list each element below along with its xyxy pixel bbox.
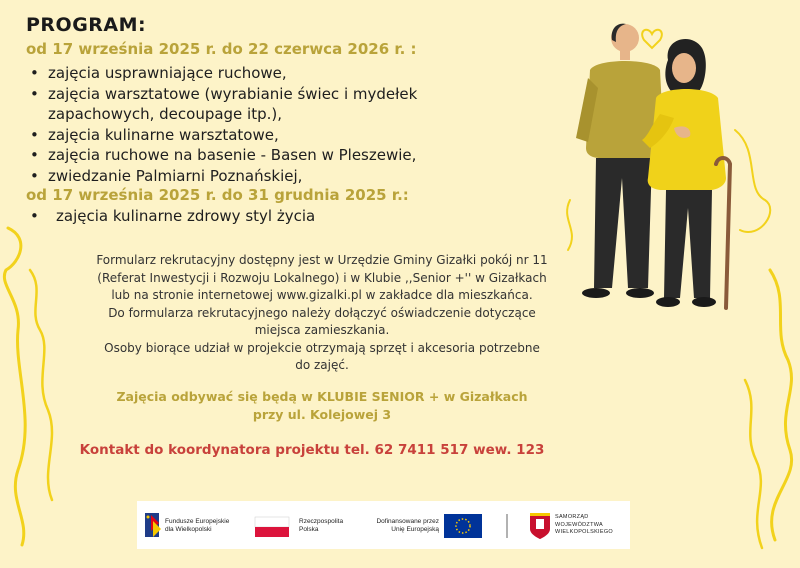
ue-line: Dofinansowane przez bbox=[376, 518, 439, 525]
period-1-heading: od 17 września 2025 r. do 22 czerwca 2026 r. : bbox=[26, 40, 417, 58]
period-2-heading: od 17 września 2025 r. do 31 grudnia 2025 r.: bbox=[26, 186, 409, 204]
fe-line: Fundusze Europejskie bbox=[165, 518, 230, 525]
wielkopolska-crest-icon bbox=[530, 513, 550, 539]
info-line: Do formularza rekrutacyjnego należy dołączyć oświadczenie dotyczące bbox=[108, 305, 536, 320]
info-line: do zajęć. bbox=[295, 358, 349, 372]
polish-flag-icon bbox=[255, 517, 289, 537]
contact-info: Kontakt do koordynatora projektu tel. 62 7411 517 wew. 123 bbox=[79, 442, 545, 458]
fe-logo-icon bbox=[145, 513, 161, 537]
recruitment-info bbox=[50, 252, 594, 375]
funding-logos-bar bbox=[137, 501, 630, 549]
info-line: (Referat Inwestycji i Rozwoju Lokalnego) i w Klubie ,,Senior +'' w Gizałkach bbox=[97, 270, 547, 285]
woman-shoe-right bbox=[692, 297, 716, 307]
right-squiggle bbox=[770, 270, 792, 540]
eu-flag-icon bbox=[444, 514, 482, 538]
info-line: lub na stronie internetowej www.gizalki.pl w zakładce dla mieszkańca. bbox=[111, 288, 533, 302]
samorzad-logo-text bbox=[555, 514, 613, 537]
info-line: Osoby biorące udział w projekcie otrzymają sprzęt i akcesoria potrzebne bbox=[104, 340, 540, 355]
list-item: • zajęcia kulinarne zdrowy styl życia bbox=[30, 206, 500, 227]
list-item: • zajęcia usprawniające ruchowe, bbox=[30, 63, 500, 84]
activities-list-1 bbox=[30, 63, 500, 186]
samorzad-line: WIELKOPOLSKIEGO bbox=[555, 529, 613, 535]
man-shoe-left bbox=[582, 288, 610, 298]
left-squiggle-2 bbox=[30, 270, 52, 500]
program-title: PROGRAM: bbox=[26, 14, 147, 36]
man-neck bbox=[620, 50, 630, 60]
info-line: miejsca zamieszkania. bbox=[254, 323, 390, 337]
list-item: • zajęcia warsztatowe (wyrabianie świec i mydełek zapachowych, decoupage itp.), bbox=[30, 84, 500, 125]
ue-line: Unię Europejską bbox=[391, 526, 439, 533]
rp-line: Rzeczpospolita bbox=[299, 518, 344, 525]
woman-shoe-left bbox=[656, 297, 680, 307]
list-item: • zajęcia kulinarne warsztatowe, bbox=[30, 125, 500, 146]
heart-icon bbox=[642, 30, 662, 48]
woman-legs bbox=[664, 190, 712, 298]
info-line: Formularz rekrutacyjny dostępny jest w Urzędzie Gminy Gizałki pokój nr 11 bbox=[96, 253, 548, 267]
man-shoe-right bbox=[626, 288, 654, 298]
woman-face bbox=[672, 53, 696, 83]
list-item: • zajęcia ruchowe na basenie - Basen w Pleszewie, bbox=[30, 145, 500, 166]
right-squiggle-2 bbox=[745, 380, 762, 548]
venue-line: przy ul. Kolejowej 3 bbox=[252, 407, 392, 422]
activities-list-2 bbox=[30, 206, 500, 227]
rp-logo-text bbox=[299, 518, 343, 534]
samorzad-line: SAMORZĄD bbox=[555, 514, 589, 520]
fe-logo-text bbox=[165, 518, 229, 534]
venue-line: Zajęcia odbywać się będą w KLUBIE SENIOR + w Gizałkach bbox=[116, 389, 528, 404]
list-item: • zwiedzanie Palmiarni Poznańskiej, bbox=[30, 166, 500, 187]
ue-logo-text bbox=[367, 518, 439, 534]
man-legs bbox=[594, 158, 652, 288]
elderly-couple-illustration bbox=[560, 18, 760, 313]
samorzad-line: WOJEWÓDZTWA bbox=[555, 521, 604, 528]
venue-info bbox=[50, 388, 594, 424]
left-squiggle bbox=[4, 228, 25, 545]
rp-line: Polska bbox=[299, 526, 319, 533]
fe-line: dla Wielkopolski bbox=[165, 526, 212, 533]
